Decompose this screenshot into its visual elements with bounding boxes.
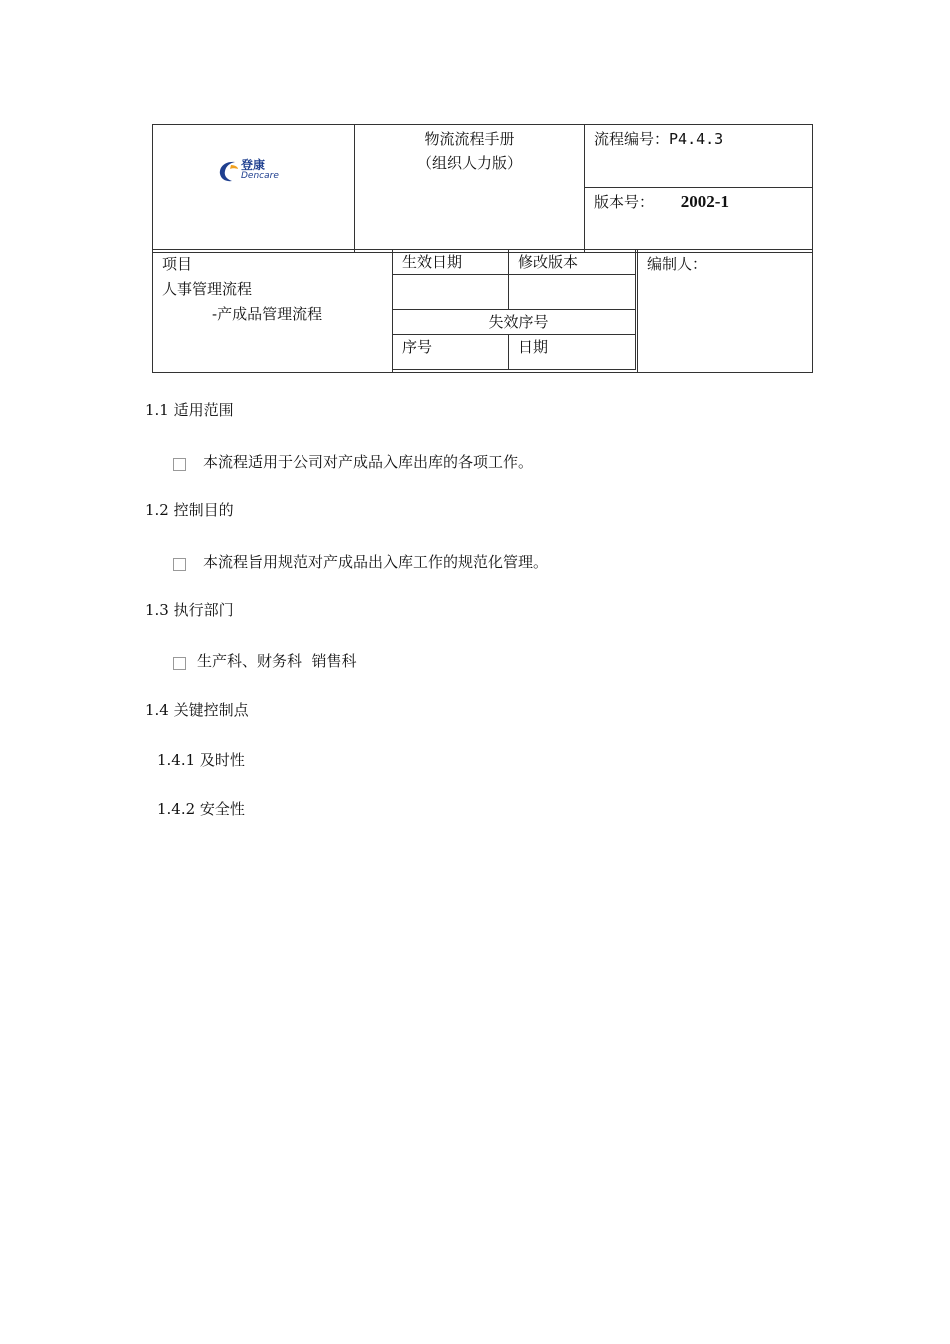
section-heading-1-3: 1.3 执行部门 <box>145 601 234 619</box>
section-heading-1-4: 1.4 关键控制点 <box>145 701 249 719</box>
invalid-seq-header: 失效序号 <box>393 310 636 335</box>
version-label: 版本号： <box>594 193 655 211</box>
process-code-cell <box>585 125 813 188</box>
logo-cell <box>153 125 355 253</box>
editor-label: 编制人： <box>647 255 708 273</box>
section-item-1-1 <box>173 450 533 474</box>
project-cell <box>153 250 393 373</box>
logo-en-text: Dencare <box>241 171 279 181</box>
subsection-1-4-2: 1.4.2 安全性 <box>157 800 245 818</box>
section-heading-1-2: 1.2 控制目的 <box>145 501 234 519</box>
revision-header: 修改版本 <box>509 250 636 275</box>
version-cell <box>585 188 813 253</box>
process-code-value: P4.4.3 <box>669 130 724 148</box>
manual-subtitle: （组织人力版） <box>416 154 522 172</box>
editor-cell <box>638 250 813 373</box>
process-code-label: 流程编号： <box>594 130 670 148</box>
project-name: 人事管理流程 <box>162 280 253 298</box>
project-subname: -产成品管理流程 <box>212 305 323 323</box>
dencare-logo <box>217 159 279 183</box>
effective-date-header: 生效日期 <box>393 250 509 275</box>
version-value: 2002-1 <box>680 192 729 211</box>
section-item-text: 生产科、财务科 销售科 <box>197 652 357 670</box>
checkbox-icon <box>173 657 186 670</box>
section-item-text: 本流程适用于公司对产成品入库出库的各项工作。 <box>203 453 534 471</box>
section-item-1-2 <box>173 550 548 574</box>
date-header: 日期 <box>509 335 636 370</box>
section-item-1-3 <box>173 649 357 673</box>
manual-title-cell <box>355 125 585 253</box>
revision-value <box>509 275 636 310</box>
manual-title: 物流流程手册 <box>424 130 515 148</box>
dates-inner-table <box>392 249 636 370</box>
dates-cell <box>393 250 638 373</box>
seq-no-header: 序号 <box>393 335 509 370</box>
dencare-logo-icon <box>217 159 239 183</box>
checkbox-icon <box>173 558 186 571</box>
subsection-1-4-1: 1.4.1 及时性 <box>157 751 245 769</box>
project-label: 项目 <box>162 255 193 273</box>
section-item-text: 本流程旨用规范对产成品出入库工作的规范化管理。 <box>203 553 549 571</box>
header-table <box>152 124 813 253</box>
effective-date-value <box>393 275 509 310</box>
logo-cn-text: 登康 <box>241 158 266 172</box>
section-heading-1-1: 1.1 适用范围 <box>145 401 234 419</box>
checkbox-icon <box>173 458 186 471</box>
project-table <box>152 249 813 373</box>
